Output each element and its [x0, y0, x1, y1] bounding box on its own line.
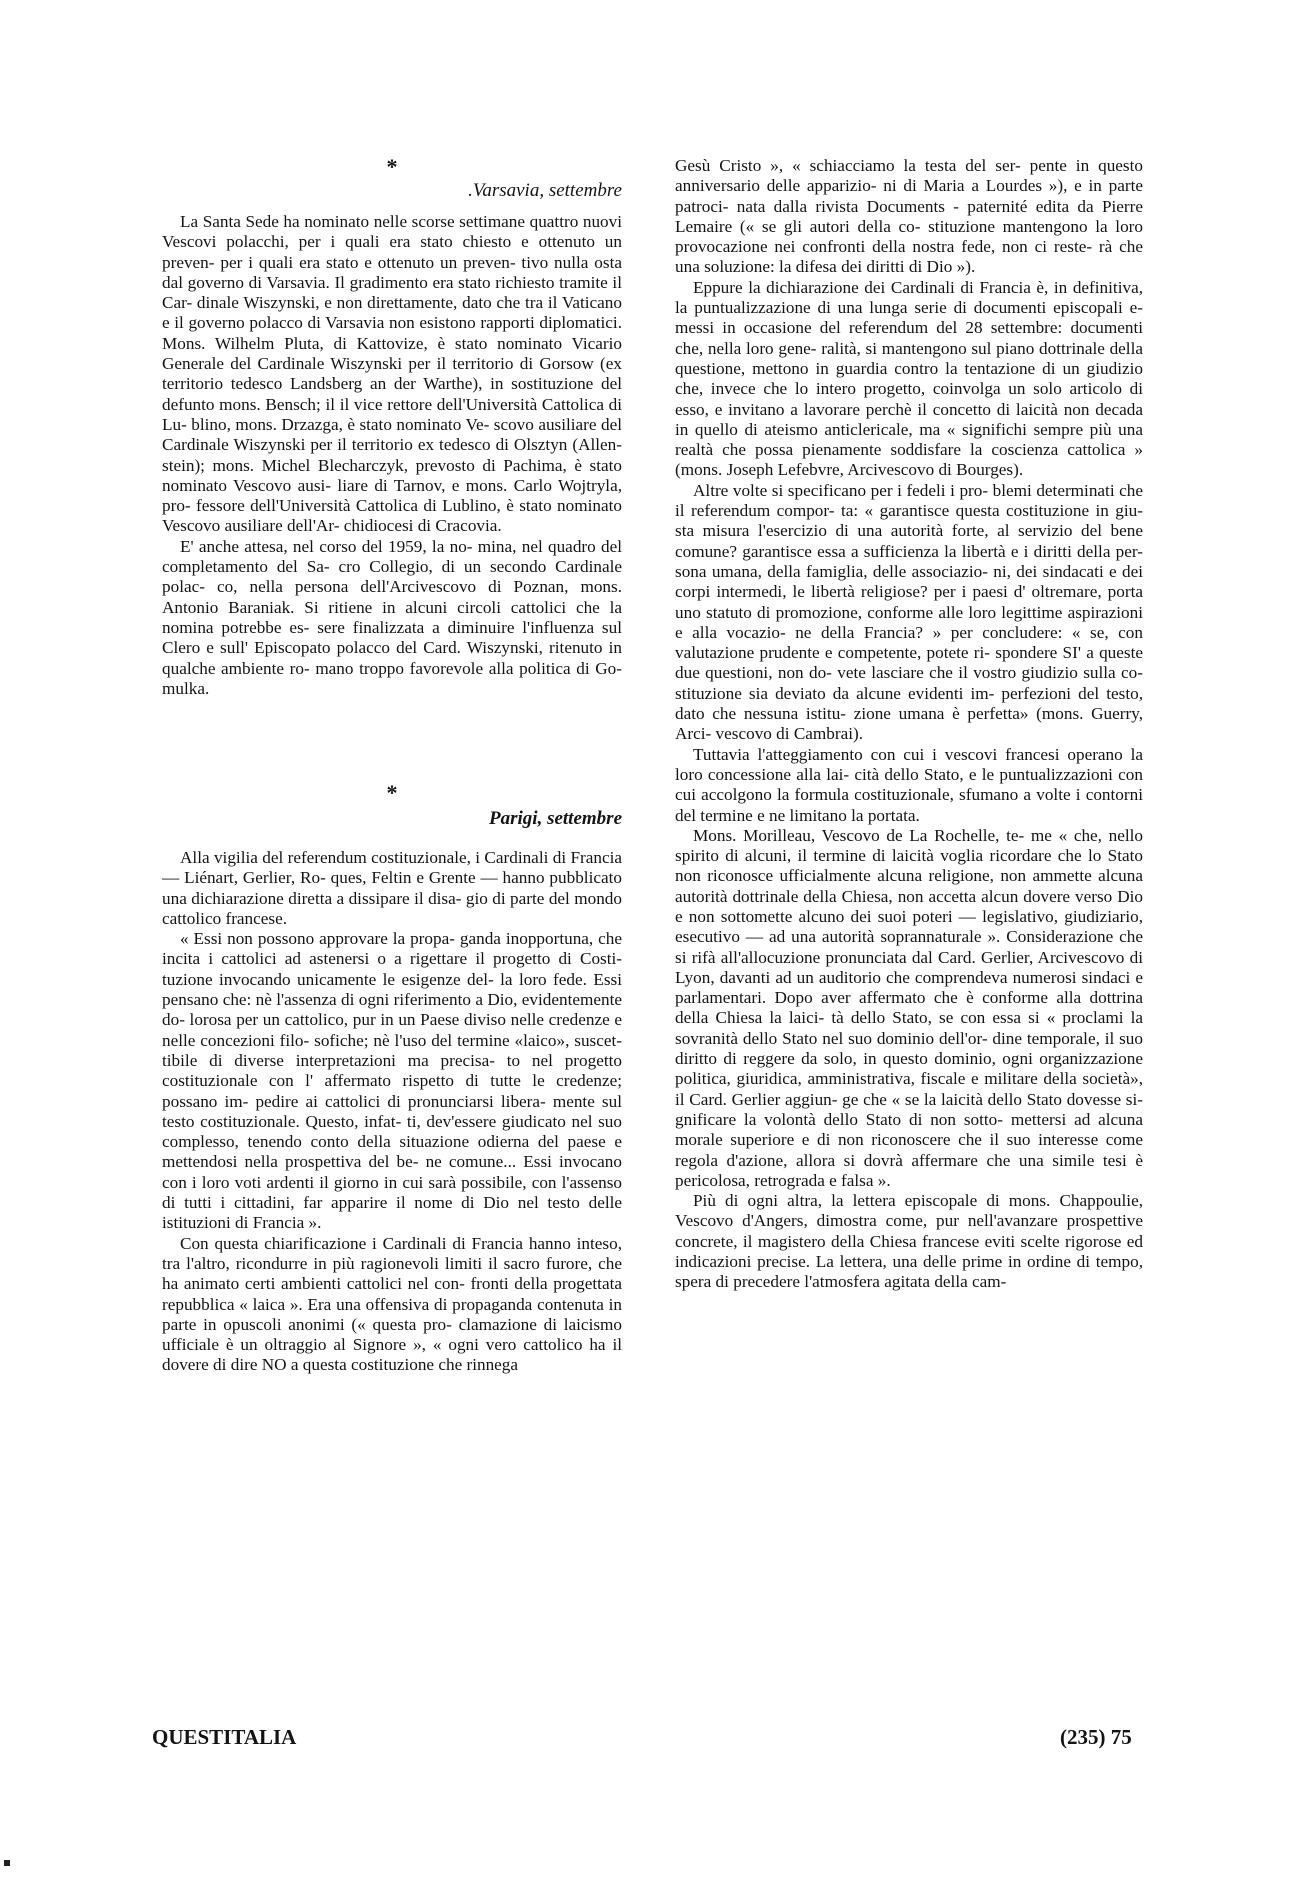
paragraph: Gesù Cristo », « schiacciamo la testa del ser- pente in questo anniversario delle apparizio- ni di Maria a Lourdes »), e in parte patroci- nata dalla rivista Documents - paternité edita da Pierre Lemaire (« se gli autori della co- stituzione mantengono la loro provocazione nei confronti della nostra fede, non ci reste- rà che una soluzione: la difesa dei diritti di Dio »). — [675, 156, 1143, 277]
page-number: (235) 75 — [1060, 1725, 1132, 1749]
article-parigi-left — [162, 848, 622, 1376]
paragraph: Con questa chiarificazione i Cardinali di Francia hanno inteso, tra l'altro, ricondurre in più ragionevoli limiti il sacro furore, che ha animato certi ambienti cattolici nel con- fronti della progettata repubblica « laica ». Era una offensiva di propaganda contenuta in parte in opuscoli anonimi (« questa pro- clamazione di laicismo ufficiale è un oltraggio al Signore », « ogni vero cattolico ha il dovere di dire NO a questa costituzione che rinnega — [162, 1233, 622, 1375]
article-varsavia — [162, 212, 622, 699]
magazine-title: QUESTITALIA — [152, 1725, 297, 1749]
dateline-parigi: Parigi, settembre — [489, 808, 622, 829]
article-parigi-right — [675, 156, 1143, 1293]
section-separator-star: * — [386, 780, 398, 805]
section-separator-star: * — [386, 154, 398, 179]
paragraph: Eppure la dichiarazione dei Cardinali di Francia è, in definitiva, la puntualizzazione di una lunga serie di documenti episcopali e- messi in occasione del referendum del 28 settembre: documenti che, nella loro gene- ralità, si mantengono sul piano dottrinale della questione, mettono in guardia contro la tentazione di un giudizio che, invece che lo intero progetto, coinvolga un solo articolo di esso, e invitano a lavorare perchè il concetto di laicità non decada in quello di ateismo anticlericale, ma « significhi sempre più una realtà che possa pienamente soddisfare la coscienza cattolica » (mons. Joseph Lefebvre, Arcivescovo di Bourges). — [675, 277, 1143, 480]
dateline-varsavia: .Varsavia, settembre — [468, 180, 622, 201]
paragraph: Mons. Morilleau, Vescovo de La Rochelle, te- me « che, nello spirito di alcuni, il termine di laicità voglia ricordare che lo Stato non riconosce ufficialmente alcuna religione, non ammette alcuna autorità dottrinale della Chiesa, non accetta alcun dovere verso Dio e non sottomette alcuno dei suoi poteri — legislativo, giudiziario, esecutivo — ad una autorità soprannaturale ». Considerazione che si rifà all'allocuzione pronunciata dal Card. Gerlier, Arcivescovo di Lyon, davanti ad un auditorio che comprendeva numerosi sindaci e parlamentari. Dopo aver affermato che è conforme alla dottrina della Chiesa la laici- tà dello Stato, se con essa si « proclami la sovranità dello Stato nel suo dominio dell'or- dine temporale, il suo diritto di reggere da solo, in questo dominio, ogni organizzazione politica, giuridica, amministrativa, fiscale e militare della società», il Card. Gerlier aggiun- ge che « se la laicità dello Stato dovesse si- gnificare la volontà dello Stato di non sotto- mettersi ad alcuna morale superiore e di non riconoscere che il suo interesse come regola d'azione, allora si dovrà affermare che una simile tesi è pericolosa, retrograda e falsa ». — [675, 825, 1143, 1190]
paragraph: « Essi non possono approvare la propa- ganda inopportuna, che incita i cattolici ad astenersi o a rigettare il progetto di Costi- tuzione invocando unicamente le esigenze del- la loro fede. Essi pensano che: nè l'assenza di ogni riferimento a Dio, evidentemente do- lorosa per un cattolico, pur in un Paese diviso nelle credenze e nelle concezioni filo- sofiche; nè l'uso del termine «laico», suscet- tibile di diverse interpretazioni ma precisa- to nel progetto costituzionale con l' affermato rispetto di tutte le credenze; possano im- pedire ai cattolici di pronunciarsi libera- mente sul testo costituzionale. Questo, infat- ti, dev'essere giudicato nel suo complesso, tenendo conto della situazione odierna del paese e mettendosi nella prospettiva del be- ne comune... Essi invocano con i loro voti ardenti il giorno in cui sarà possibile, con l'assenso di tutti i cittadini, far apparire il nome di Dio nel testo delle istituzioni di Francia ». — [162, 929, 622, 1233]
paragraph: Altre volte si specificano per i fedeli i pro- blemi determinati che il referendum compor- ta: « garantisce questa costituzione in giu- sta misura l'esercizio di una autorità forte, al servizio del bene comune? garantisce essa a sufficienza la libertà e i diritti della per- sona umana, della famiglia, delle associazio- ni, dei sindacati e dei corpi intermedi, le libertà religiose? per i paesi d' oltremare, porta uno statuto di promozione, conforme alle loro legittime aspirazioni e alla vocazio- ne della Francia? » per concludere: « se, con valutazione prudente e competente, potete ri- spondere SI' a queste due questioni, non do- vete lasciare che il vostro giudizio sulla co- stituzione sia deviato da alcune evidenti im- perfezioni del testo, dato che nessuna istitu- zione umana è perfetta» (mons. Guerry, Arci- vescovo di Cambrai). — [675, 480, 1143, 744]
paragraph: La Santa Sede ha nominato nelle scorse settimane quattro nuovi Vescovi polacchi, per i quali era stato chiesto e ottenuto un preven- per i quali era stato e ottenuto un preven- tivo nulla osta dal governo di Varsavia. Il gradimento era stato richiesto tramite il Car- dinale Wiszynski, e non direttamente, dato che tra il Vaticano e il governo polacco di Varsavia non esistono rapporti diplomatici. Mons. Wilhelm Pluta, di Kattovize, è stato nominato Vicario Generale del Cardinale Wiszynski per il territorio di Gorsow (ex territorio tedesco Landsberg an der Warthe), in sostituzione del defunto mons. Bensch; il il vice rettore dell'Università Cattolica di Lu- blino, mons. Drzazga, è stato nominato Ve- scovo ausiliare del Cardinale Wiszynski per il territorio ex tedesco di Olsztyn (Allen- stein); mons. Michel Blecharczyk, prevosto di Pachima, è stato nominato Vescovo ausi- liare di Tarnov, e mons. Carlo Wojtryla, pro- fessore dell'Università Cattolica di Lublino, è stato nominato Vescovo ausiliare dell'Ar- chidiocesi di Cracovia. — [162, 212, 622, 536]
paragraph: E' anche attesa, nel corso del 1959, la no- mina, nel quadro del completamento del Sa- cro Collegio, di un secondo Cardinale polac- co, nella persona dell'Arcivescovo di Poznan, mons. Antonio Baraniak. Si ritiene in alcuni circoli cattolici che la nomina potrebbe es- sere finalizzata a diminuire l'influenza sul Clero e sull' Episcopato polacco del Card. Wiszynski, ritenuto in qualche ambiente ro- mano troppo favorevole alla politica di Go- mulka. — [162, 536, 622, 698]
paragraph: Tuttavia l'atteggiamento con cui i vescovi francesi operano la loro concessione alla lai- cità dello Stato, e le puntualizzazioni con cui accolgono la formula costituzionale, sfumano a volte i contorni del termine e ne limitano la portata. — [675, 744, 1143, 825]
scan-mark — [4, 1860, 10, 1866]
paragraph: Alla vigilia del referendum costituzionale, i Cardinali di Francia — Liénart, Gerlier, Ro- ques, Feltin e Grente — hanno pubblicato una dichiarazione diretta a dissipare il disa- gio di parte del mondo cattolico francese. — [162, 848, 622, 928]
paragraph: Più di ogni altra, la lettera episcopale di mons. Chappoulie, Vescovo d'Angers, dimostra come, pur nell'avanzare prospettive concrete, il magistero della Chiesa francese eviti scelte rigorose ed indicazioni precise. La lettera, una delle prime in ordine di tempo, spera di precedere l'atmosfera agitata della cam- — [675, 1191, 1143, 1292]
